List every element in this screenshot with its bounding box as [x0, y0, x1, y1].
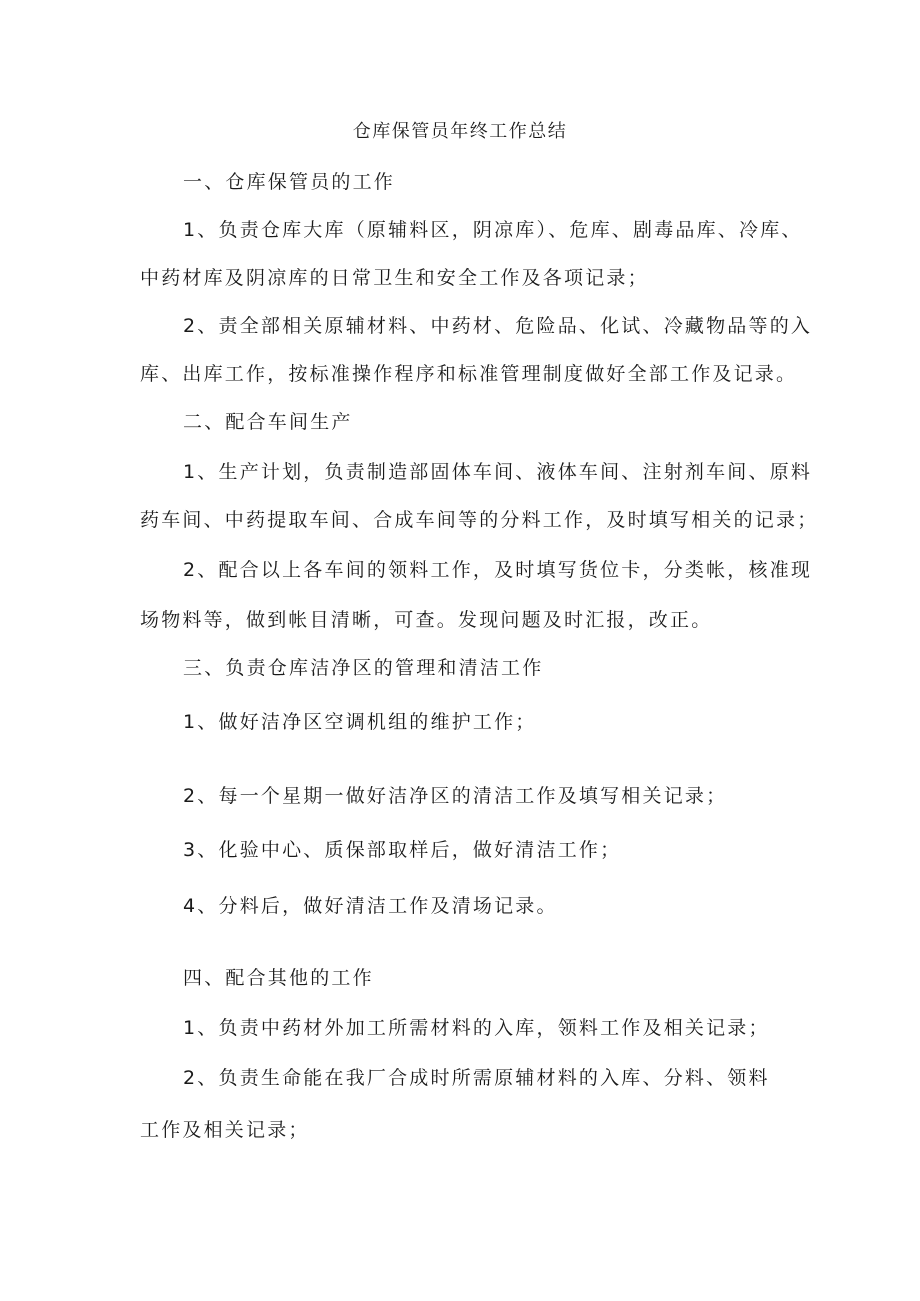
paragraph-line: 2、每一个星期一做好洁净区的清洁工作及填写相关记录；: [183, 785, 728, 807]
section-heading-4: 四、配合其他的工作: [183, 967, 374, 989]
paragraph-line: 1、负责中药材外加工所需材料的入库，领料工作及相关记录；: [183, 1017, 770, 1039]
paragraph-line: 2、负责生命能在我厂合成时所需原辅材料的入库、分料、领料: [183, 1067, 770, 1089]
paragraph-line: 中药材库及阴凉库的日常卫生和安全工作及各项记录；: [140, 267, 649, 289]
paragraph-line: 4、分料后，做好清洁工作及清场记录。: [183, 895, 558, 917]
paragraph-line: 2、责全部相关原辅材料、中药材、危险品、化试、冷藏物品等的入: [183, 315, 813, 337]
document-title: 仓库保管员年终工作总结: [352, 121, 568, 142]
paragraph-line: 药车间、中药提取车间、合成车间等的分料工作，及时填写相关的记录；: [140, 509, 819, 531]
paragraph-line: 库、出库工作，按标准操作程序和标准管理制度做好全部工作及记录。: [140, 363, 798, 385]
paragraph-line: 2、配合以上各车间的领料工作，及时填写货位卡，分类帐，核准现: [183, 559, 813, 581]
paragraph-line: 场物料等，做到帐目清晰，可查。发现问题及时汇报，改正。: [140, 609, 713, 631]
paragraph-line: 1、生产计划，负责制造部固体车间、液体车间、注射剂车间、原料: [183, 461, 813, 483]
section-heading-3: 三、负责仓库洁净区的管理和清洁工作: [183, 657, 544, 679]
section-heading-2: 二、配合车间生产: [183, 411, 353, 433]
paragraph-line: 工作及相关记录；: [140, 1119, 310, 1141]
section-heading-1: 一、仓库保管员的工作: [183, 171, 396, 193]
paragraph-line: 1、做好洁净区空调机组的维护工作；: [183, 711, 537, 733]
paragraph-line: 3、化验中心、质保部取样后，做好清洁工作；: [183, 839, 622, 861]
paragraph-line: 1、负责仓库大库（原辅料区，阴凉库）、危库、剧毒品库、冷库、: [183, 219, 803, 241]
